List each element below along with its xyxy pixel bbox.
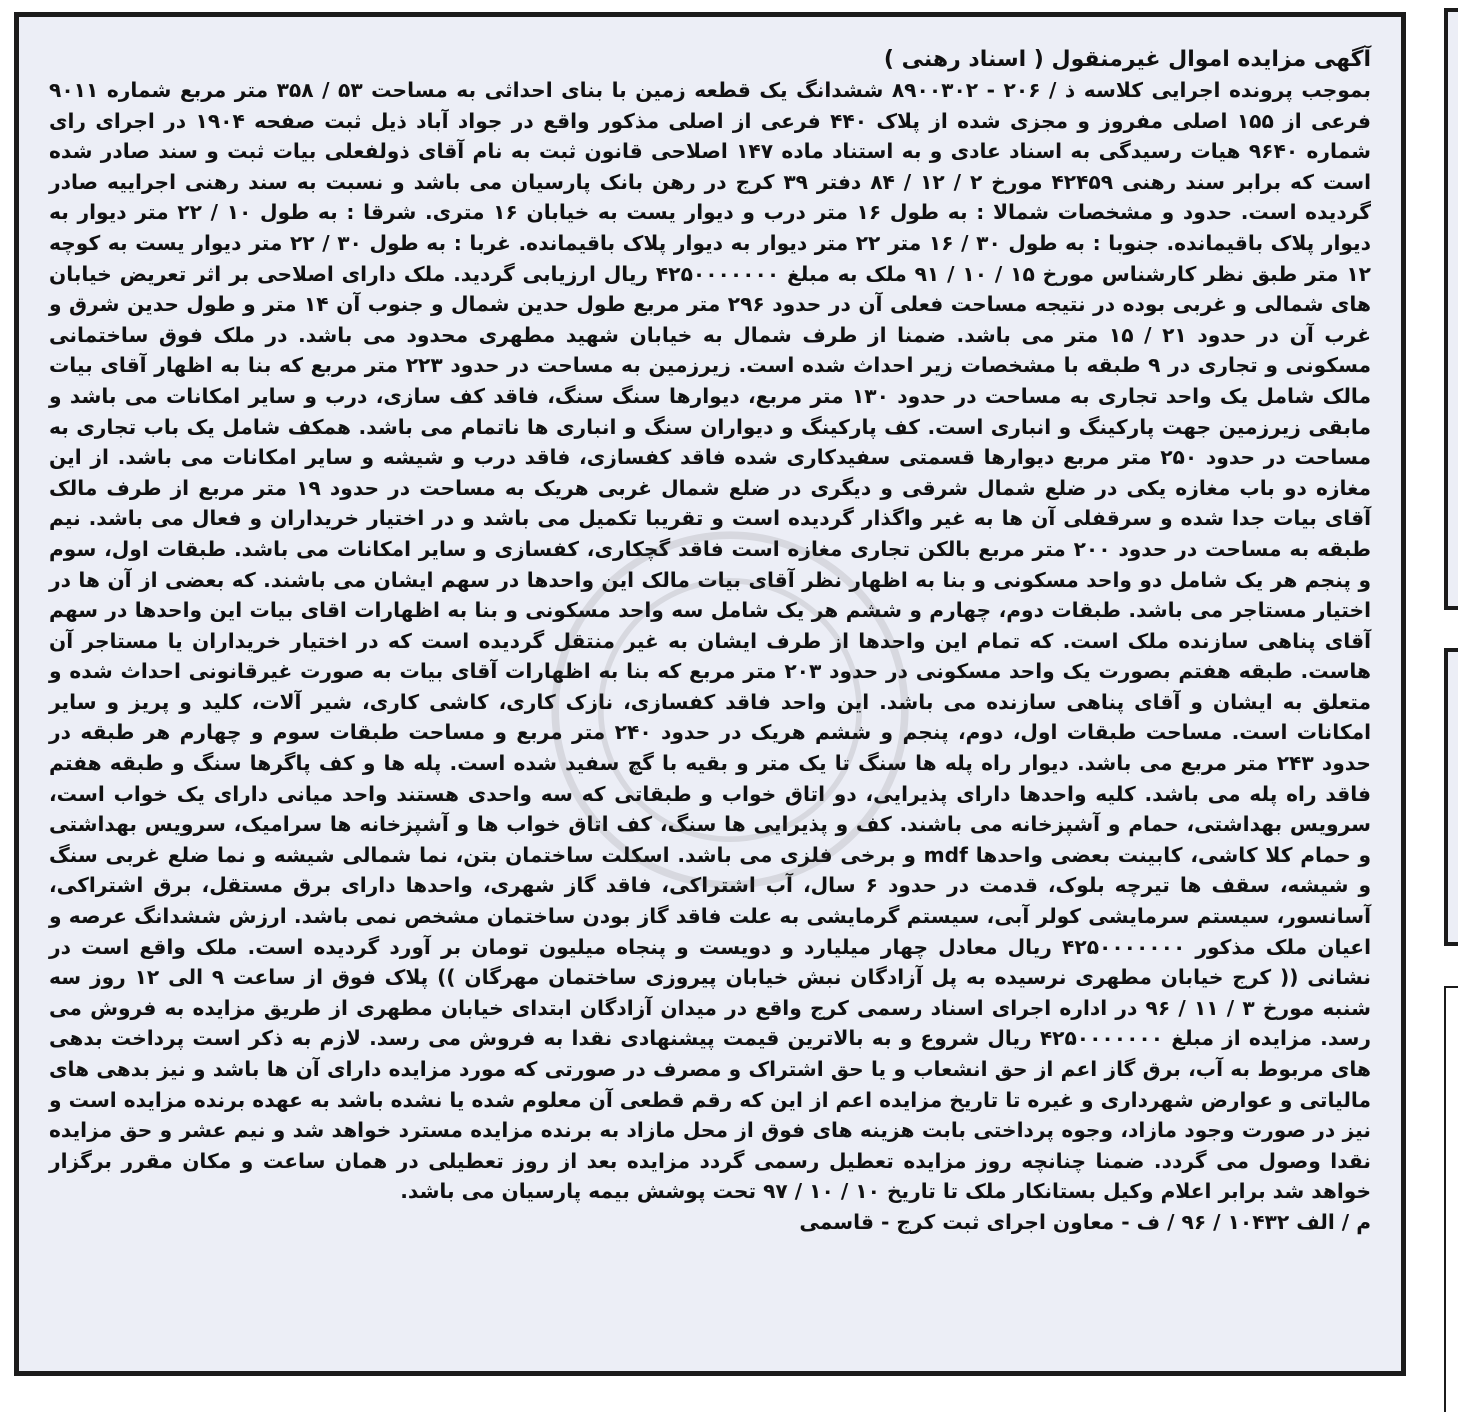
notice-title: آگهی مزایده اموال غیرمنقول ( اسناد رهنی ): [883, 47, 1371, 72]
adjacent-column-edge: [1444, 648, 1458, 946]
auction-notice: [14, 12, 1406, 1376]
notice-footer: م / الف ۱۰۴۳۲ / ۹۶ / ف - معاون اجرای ثبت کرج - قاسمی: [799, 1209, 1371, 1234]
adjacent-column-edge: [1444, 986, 1458, 1412]
notice-body: بموجب پرونده اجرایی کلاسه ذ / ۲۰۶ - ۸۹۰۰۳۰۲ ششدانگ یک قطعه زمین با بنای احداثی به مساحت ۵۳ / ۳۵۸ متر مربع شماره ۹۰۱۱ فرعی از ۱۵۵ اصلی مفروز و مجزی شده از پلاک ۴۴۰ فرعی از اصلی مذکور واقع در جواد آباد ذیل ثبت صفحه ۱۹۰۴ در اجرای رای شماره ۹۶۴۰ هیات رسیدگی به اسناد عادی و به استناد ماده ۱۴۷ اصلاحی قانون ثبت به نام آقای ذولفعلی بیات ثبت و سند صادر شده است که برابر سند رهنی ۴۲۴۵۹ مورخ ۲ / ۱۲ / ۸۴ دفتر ۳۹ کرج در رهن بانک پارسیان می باشد و نسبت به سند رهنی اجراییه صادر گردیده است. حدود و مشخصات شمالا : به طول ۱۶ متر درب و دیوار یست به خیابان ۱۶ متری. شرقا : به طول ۱۰ / ۲۲ متر دیوار به دیوار پلاک باقیمانده. جنوبا : به طول ۳۰ / ۱۶ متر ۲۲ متر دیوار به دیوار پلاک باقیمانده. غربا : به طول ۳۰ / ۲۲ متر دیوار یست به کوچه ۱۲ متر طبق نظر کارشناس مورخ ۱۵ / ۱۰ / ۹۱ ملک به مبلغ ۴۲۵۰۰۰۰۰۰۰ ریال ارزیابی گردید. ملک دارای اصلاحی بر اثر تعریض خیابان های شمالی و غربی بوده در نتیجه مساحت فعلی آن در حدود ۲۹۶ متر مربع طول حدین شمال و جنوب آن ۱۴ متر و طول حدین شرق و غرب آن در حدود ۲۱ / ۱۵ متر می باشد. ضمنا از طرف شمال به خیابان شهید مطهری محدود می باشد. در ملک فوق ساختمانی مسکونی و تجاری در ۹ طبقه با مشخصات زیر احداث شده است. زیرزمین به مساحت در حدود ۲۲۳ متر مربع که بنا به اظهار آقای بیات مالک شامل یک واحد تجاری به مساحت در حدود ۱۳۰ متر مربع، دیوارها سنگ سنگ، فاقد کف سازی، درب و سایر امکانات می باشد و مابقی زیرزمین جهت پارکینگ و انباری است. کف پارکینگ و دیواران سنگ و انباری ها ناتمام می باشد. همکف شامل یک باب تجاری به مساحت در حدود ۲۵۰ متر مربع دیوارها قسمتی سفیدکاری شده فاقد کفسازی، فاقد درب و شیشه و سایر امکانات می باشد. از این مغازه دو باب مغازه یکی در ضلع شمال شرقی و دیگری در ضلع شمال غربی هریک به مساحت در حدود ۱۹ متر مربع از طرف مالک آقای بیات جدا شده و سرقفلی آن ها به غیر واگذار گردیده است و تقریبا تکمیل می باشد و در اختیار خریداران و فعال می باشد. نیم طبقه به مساحت در حدود ۲۰۰ متر مربع بالکن تجاری مغازه است فاقد گچکاری، کفسازی و سایر امکانات می باشد. طبقات اول، سوم و پنجم هر یک شامل دو واحد مسکونی و بنا به اظهار نظر آقای بیات مالک این واحدها در سهم ایشان می باشند. که بعضی از آن ها در اختیار مستاجر می باشد. طبقات دوم، چهارم و ششم هر یک شامل سه واحد مسکونی و بنا به اظهارات اقای بیات این واحدها در سهم آقای پناهی سازنده ملک است. که تمام این واحدها از طرف ایشان به غیر منتقل گردیده است که در اختیار خریداران یا مستاجر آن هاست. طبقه هفتم بصورت یک واحد مسکونی در حدود ۲۰۳ متر مربع که بنا به اظهارات آقای بیات به صورت غیرقانونی احداث شده و متعلق به ایشان و آقای پناهی سازنده می باشد. این واحد فاقد کفسازی، نازک کاری، کاشی کاری، شیر آلات، کلید و پریز و سایر امکانات است. مساحت طبقات اول، دوم، پنجم و ششم هریک در حدود ۲۴۰ متر مربع و مساحت طبقات سوم و چهارم هر طبقه در حدود ۲۴۳ متر مربع می باشد. دیوار راه پله ها سنگ تا یک متر و بقیه با گچ سفید شده است. پله ها و کف پاگرها سنگ و طبقه هفتم فاقد راه پله می باشد. کلیه واحدها دارای پذیرایی، دو اتاق خواب و طبقاتی که سه واحدی هستند واحد میانی دارای یک خواب است، سرویس بهداشتی، حمام و آشپزخانه می باشند. کف و پذیرایی ها سنگ، کف اتاق خواب ها و آشپزخانه ها سرامیک، سرویس بهداشتی و حمام کلا کاشی، کابینت بعضی واحدها mdf و برخی فلزی می باشد. اسکلت ساختمان بتن، نما شمالی شیشه و نما ضلع غربی سنگ و شیشه، سقف ها تیرچه بلوک، قدمت در حدود ۶ سال، آب اشتراکی، فاقد گاز شهری، واحدها دارای برق مستقل، برق اشتراکی، آسانسور، سیستم سرمایشی کولر آبی، سیستم گرمایشی به علت فاقد گاز بودن ساختمان مشخص نمی باشد. ارزش ششدانگ عرصه و اعیان ملک مذکور ۴۲۵۰۰۰۰۰۰۰ ریال معادل چهار میلیارد و دویست و پنجاه میلیون تومان بر آورد گردیده است. ملک واقع است در نشانی (( کرج خیابان مطهری نرسیده به پل آزادگان نبش خیابان پیروزی ساختمان مهرگان )) پلاک فوق از ساعت ۹ الی ۱۲ روز سه شنبه مورخ ۳ / ۱۱ / ۹۶ در اداره اجرای اسناد رسمی کرج واقع در میدان آزادگان ابتدای خیابان مطهری از طریق مزایده به فروش می رسد. مزایده از مبلغ ۴۲۵۰۰۰۰۰۰۰ ریال شروع و به بالاترین قیمت پیشنهادی نقدا به فروش می رسد. لازم به ذکر است پرداخت بدهی های مربوط به آب، برق گاز اعم از حق انشعاب و یا حق اشتراک و مصرف در صورتی که مورد مزایده دارای آن ها باشد و نیز بدهی های مالیاتی و عوارض شهرداری و غیره تا تاریخ مزایده اعم از این که رقم قطعی آن معلوم شده یا نشده باشد به عهده برنده مزایده است و نیز در صورت وجود مازاد، وجوه پرداختی بابت هزینه های فوق از محل مازاد به برنده مزایده مسترد خواهد شد و نیم عشر و حق مزایده نقدا وصول می گردد. ضمنا چنانچه روز مزایده تعطیل رسمی گردد مزایده بعد از روز تعطیلی در همان ساعت و مکان مقرر برگزار خواهد شد برابر اعلام وکیل بستانکار ملک تا تاریخ ۱۰ / ۱۰ / ۹۷ تحت پوشش بیمه پارسیان می باشد.: [49, 78, 1372, 1204]
adjacent-column-edge: [1444, 8, 1458, 610]
